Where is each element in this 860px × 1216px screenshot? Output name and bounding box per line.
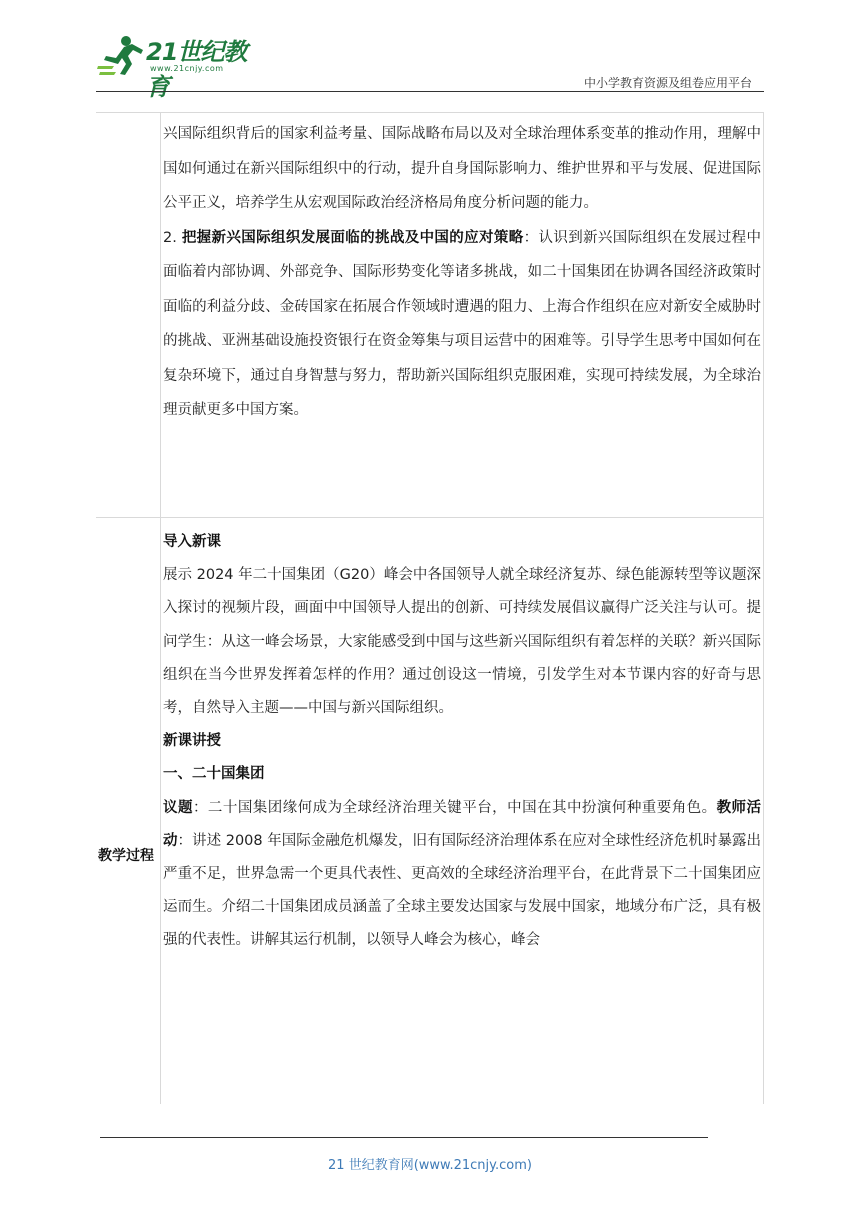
column-divider [160,112,161,1104]
objectives-cell [163,117,761,428]
objective-heading: 把握新兴国际组织发展面临的挑战及中国的应对策略 [181,229,524,246]
footer-link[interactable]: 21 世纪教育网(www.21cnjy.com) [328,1158,532,1173]
logo-text: 21世纪教育 [146,38,247,101]
footer-divider [100,1137,708,1138]
new-lesson-heading [163,725,761,758]
objective-number: 2. [163,229,182,246]
header-divider [96,91,764,92]
intro-heading-text: 导入新课 [163,534,221,550]
logo-url: www.21cnjy.com [150,64,224,73]
objective-paragraph-2 [163,221,761,428]
runner-logo-icon [96,34,146,76]
topic-text: ：二十国集团缘何成为全球经济治理关键平台，中国在其中扮演何种重要角色。 [192,799,717,816]
objective-paragraph-1: 兴国际组织背后的国家利益考量、国际战略布局以及对全球治理体系变革的推动作用，理解中国如何通过在新兴国际组织中的行动，提升自身国际影响力、维护世界和平与发展、促进国际公平正义，培养学生从宏观国际政治经济格局角度分析问题的能力。 [163,126,761,211]
topic-label: 议题 [163,799,193,816]
row-divider [96,517,764,518]
objective-text: ：认识到新兴国际组织在发展过程中面临着内部协调、外部竞争、国际形势变化等诸多挑战，如二十国集团在协调各国经济政策时面临的利益分歧、金砖国家在拓展合作领域时遭遇的阻力、上海合作组织在应对新安全威胁时的挑战、亚洲基础设施投资银行在资金筹集与项目运营中的困难等。引导学生思考中国如何在复杂环境下，通过自身智慧与努力，帮助新兴国际组织克服困难，实现可持续发展，为全球治理贡献更多中国方案。 [163,229,762,418]
topic-paragraph [163,792,761,958]
section-heading [163,758,761,791]
new-lesson-heading-text: 新课讲授 [163,733,221,750]
activity-label: 教师活动 [163,799,762,849]
row-label-teaching-process: 教学过程 [98,848,154,864]
section-heading-text: 一、二十国集团 [163,766,265,783]
platform-title: 中小学教育资源及组卷应用平台 [583,76,752,90]
teaching-process-cell [163,526,761,958]
site-logo [96,30,266,101]
intro-heading [163,526,761,559]
activity-text: ：讲述 2008 年国际金融危机爆发，旧有国际经济治理体系在应对全球性经济危机时暴露出严重不足，世界急需一个更具代表性、更高效的全球经济治理平台，在此背景下二十国集团应运而生。介绍二十国集团成员涵盖了全球主要发达国家与发展中国家，地域分布广泛，具有极强的代表性。讲解其运行机制，以领导人峰会为核心，峰会 [163,832,762,949]
intro-paragraph: 展示 2024 年二十国集团（G20）峰会中各国领导人就全球经济复苏、绿色能源转型等议题深入探讨的视频片段，画面中中国领导人提出的创新、可持续发展倡议赢得广泛关注与认可。提问学生：从这一峰会场景，大家能感受到中国与这些新兴国际组织有着怎样的关联？新兴国际组织在当今世界发挥着怎样的作用？通过创设这一情境，引发学生对本节课内容的好奇与思考，自然导入主题——中国与新兴国际组织。 [163,567,761,717]
